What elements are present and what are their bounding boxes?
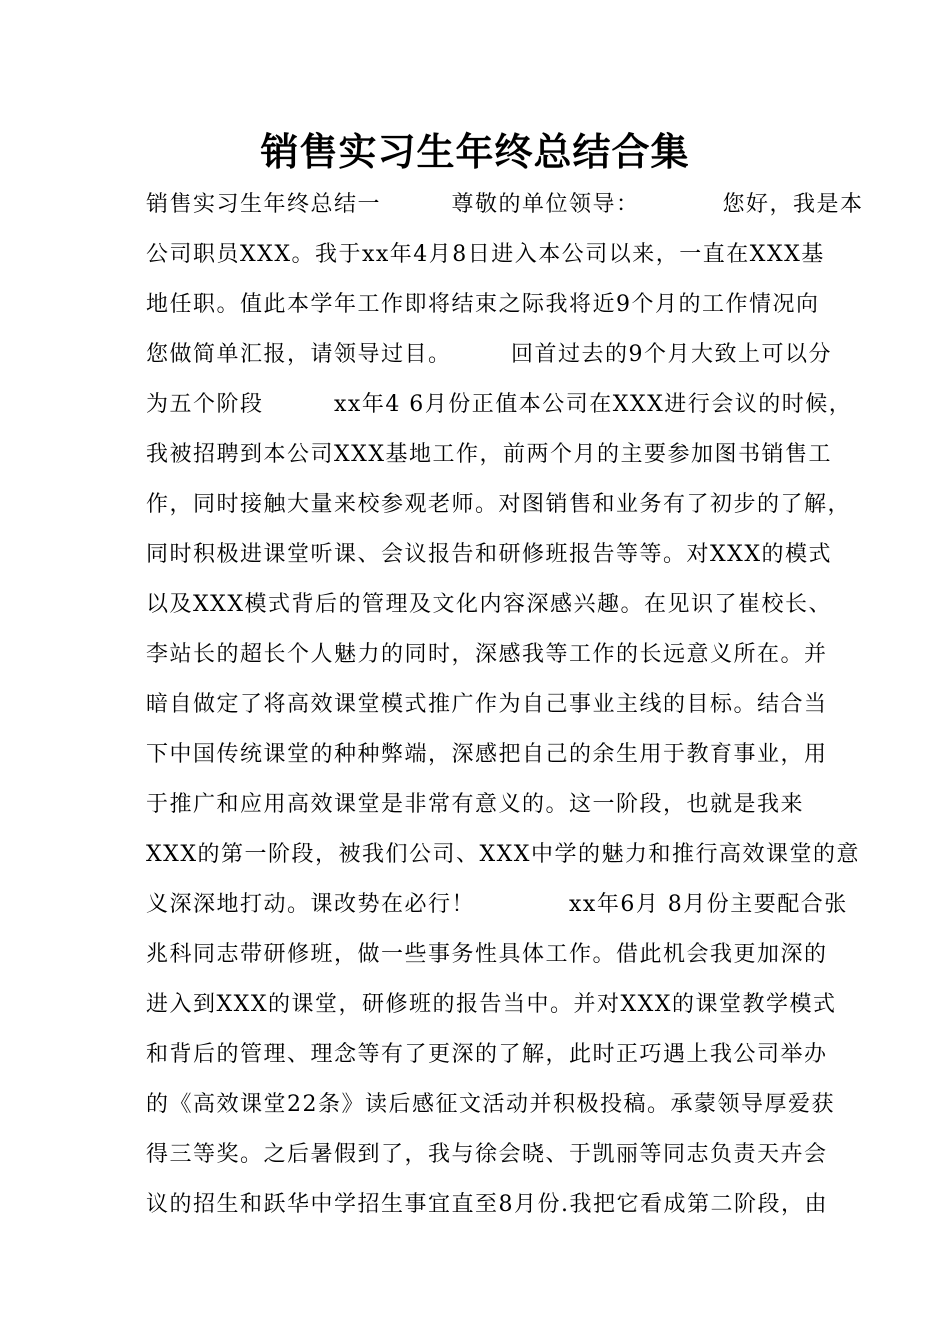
body-line: 暗自做定了将高效课堂模式推广作为自己事业主线的目标。结合当 [146, 692, 828, 717]
body-line: 地任职。值此本学年工作即将结束之际我将近9个月的工作情况向 [146, 292, 820, 317]
document-title: 销售实习生年终总结合集 [260, 129, 690, 174]
body-line: 以及XXX模式背后的管理及文化内容深感兴趣。在见识了崔校长、 [146, 592, 832, 617]
body-line: 我被招聘到本公司XXX基地工作，前两个月的主要参加图书销售工 [146, 442, 832, 467]
body-line: 李站长的超长个人魅力的同时，深感我等工作的长远意义所在。并 [146, 642, 828, 667]
body-line: 公司职员XXX。我于xx年4月8日进入本公司以来，一直在XXX基 [146, 242, 825, 267]
body-line: 下中国传统课堂的种种弊端，深感把自己的余生用于教育事业，用 [146, 742, 828, 767]
body-line: 的《高效课堂22条》读后感征文活动并积极投稿。承蒙领导厚爱获 [146, 1092, 835, 1117]
body-line: 同时积极进课堂听课、会议报告和研修班报告等等。对XXX的模式 [146, 542, 832, 567]
body-line: 进入到XXX的课堂，研修班的报告当中。并对XXX的课堂教学模式 [146, 992, 837, 1017]
document-body [146, 180, 864, 1230]
body-line: 兆科同志带研修班，做一些事务性具体工作。借此机会我更加深的 [146, 942, 828, 967]
body-line: 您做简单汇报，请领导过目。 回首过去的9个月大致上可以分 [146, 342, 832, 367]
body-line: 作，同时接触大量来校参观老师。对图销售和业务有了初步的了解， [146, 492, 852, 517]
body-line: 销售实习生年终总结一 尊敬的单位领导： 您好，我是本 [146, 192, 864, 217]
body-line: 得三等奖。之后暑假到了，我与徐会晓、于凯丽等同志负责天卉会 [146, 1142, 828, 1167]
body-line: 为五个阶段 xx年4 6月份正值本公司在XXX进行会议的时候， [146, 392, 853, 417]
body-line: 议的招生和跃华中学招生事宜直至8月份.我把它看成第二阶段，由 [146, 1192, 828, 1217]
body-line: 义深深地打动。课改势在必行！ xx年6月 8月份主要配合张 [146, 892, 848, 917]
body-line: 和背后的管理、理念等有了更深的了解，此时正巧遇上我公司举办 [146, 1042, 828, 1067]
body-line: XXX的第一阶段，被我们公司、XXX中学的魅力和推行高效课堂的意 [146, 842, 860, 867]
body-line: 于推广和应用高效课堂是非常有意义的。这一阶段，也就是我来 [146, 792, 805, 817]
